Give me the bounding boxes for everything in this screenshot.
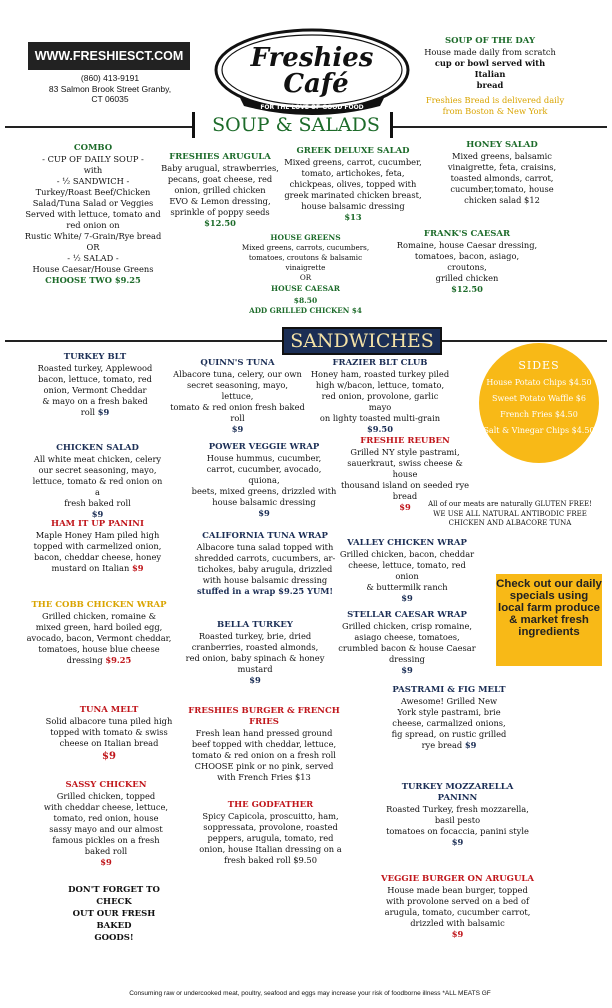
item-line: onion, house Italian dressing on a xyxy=(199,844,342,854)
item-line: Served with lettuce, tomato and xyxy=(25,209,161,219)
item-line: shredded carrots, cucumbers, ar- xyxy=(194,553,336,563)
item-line: with provolone served on a bed of xyxy=(385,896,530,906)
sandwich-item xyxy=(30,443,165,520)
item-line: EVO & Lemon dressing, xyxy=(169,196,271,206)
item-line: avocado, bacon, Vermont cheddar, xyxy=(26,633,172,643)
sides-item: Salt & Vinegar Chips $4.50 xyxy=(483,426,595,435)
item-line: sauerkraut, swiss cheese & house xyxy=(347,458,463,479)
item-line: tomatoes, bacon, asiago, xyxy=(414,251,520,261)
logo-tagline: FOR THE LOVE OF GOOD FOOD xyxy=(260,104,364,111)
item-line: high w/bacon, lettuce, tomato, xyxy=(315,380,445,390)
item-title: CALIFORNIA TUNA WRAP xyxy=(202,531,328,541)
soup-day-title: SOUP OF THE DAY xyxy=(444,36,536,46)
sandwich-item xyxy=(336,610,478,676)
item-line: with house balsamic dressing xyxy=(202,575,328,585)
item-line: red onion on xyxy=(66,220,120,230)
item-line: Roasted turkey, Applewood xyxy=(37,363,153,373)
divider xyxy=(5,126,195,128)
item-line: Grilled chicken, topped xyxy=(56,791,156,801)
note-line: OUT OUR FRESH BAKED xyxy=(72,909,156,931)
item-line: House hummus, cucumber, xyxy=(206,453,322,463)
item-line: roll xyxy=(80,407,96,417)
note-line: All of our meats are naturally GLUTEN FREE! xyxy=(428,500,592,508)
banner-bracket xyxy=(192,112,195,138)
item-line: All white meat chicken, celery xyxy=(33,454,162,464)
item-price: $9.25 xyxy=(105,655,132,665)
item-price: $9 xyxy=(464,740,477,750)
item-line: Turkey/Roast Beef/Chicken xyxy=(35,187,151,197)
item-line: vinaigrette xyxy=(285,263,326,272)
sandwich-item xyxy=(170,358,305,435)
sandwich-item xyxy=(198,800,343,866)
item-line: our secret seasoning, mayo, xyxy=(38,465,157,475)
item-title: HAM IT UP PANINI xyxy=(51,519,144,529)
combo-item xyxy=(18,143,168,286)
note-line: CHICKEN AND ALBACORE TUNA xyxy=(448,519,572,527)
item-line: Albacore tuna salad topped with xyxy=(196,542,334,552)
item-line: Spicy Capicola, proscuitto, ham, xyxy=(202,811,339,821)
item-line: chickpeas, olives, topped with xyxy=(289,179,417,189)
item-line: tomato & red onion on a fresh roll xyxy=(192,750,336,760)
item-price: CHOOSE TWO $9.25 xyxy=(45,275,141,285)
item-line: grilled chicken xyxy=(435,273,499,283)
item-line: Roasted turkey, brie, dried xyxy=(198,631,312,641)
item-price: $9 xyxy=(100,857,112,867)
note-line: WE USE ALL NATURAL ANTIBODIC FREE xyxy=(433,509,587,518)
freshies-cafe-logo xyxy=(212,26,412,116)
item-line: famous pickles on a fresh xyxy=(52,835,160,845)
item-line: fresh baked roll xyxy=(64,498,131,508)
item-price: $9 xyxy=(399,502,411,512)
note-line: DON'T FORGET TO CHECK xyxy=(68,885,160,907)
item-line: Mixed greens, balsamic xyxy=(452,151,552,161)
item-line: fig spread, on rustic grilled xyxy=(391,729,507,739)
item-title: HOUSE GREENS xyxy=(270,233,341,242)
item-line: Roasted Turkey, fresh mozzarella, xyxy=(386,804,529,814)
item-line: Baby arugual, strawberries, xyxy=(161,163,279,173)
item-title: FRAZIER BLT CLUB xyxy=(332,358,428,368)
item-line: & mayo on a fresh baked xyxy=(42,396,148,406)
item-price: $9 xyxy=(97,407,110,417)
item-line: - ½ SALAD - xyxy=(67,253,119,263)
note-line: GOODS! xyxy=(94,933,134,943)
divider xyxy=(5,340,282,342)
item-title: VEGGIE BURGER ON ARUGULA xyxy=(381,874,534,884)
item-line: mustard xyxy=(237,664,273,674)
item-line: carrot, cucumber, avocado, quiona, xyxy=(206,464,322,485)
item-price: $9 xyxy=(249,675,261,685)
item-line: croutons, xyxy=(447,262,487,272)
sides-item: French Fries $4.50 xyxy=(500,410,578,419)
salad-item xyxy=(228,233,383,316)
item-title: PASTRAMI & FIG MELT xyxy=(392,685,506,695)
item-title: VALLEY CHICKEN WRAP xyxy=(347,538,467,548)
item-line: Grilled chicken, romaine & xyxy=(42,611,156,621)
item-line: cheese, lettuce, tomato, red onion xyxy=(348,560,466,581)
sandwich-item xyxy=(384,685,514,751)
item-line: rye bread xyxy=(421,740,463,750)
item-line: with xyxy=(83,165,103,175)
add-chicken-note: ADD GRILLED CHICKEN $4 xyxy=(249,306,362,315)
sandwich-item xyxy=(380,874,535,940)
item-line: dressing xyxy=(66,655,103,665)
item-line: mustard on Italian xyxy=(51,563,130,573)
item-line: York style pastrami, brie xyxy=(397,707,501,717)
divider xyxy=(442,340,607,342)
item-line: Mixed greens, carrots, cucumbers, xyxy=(241,243,370,252)
item-title: QUINN'S TUNA xyxy=(200,358,275,368)
item-price: $9 xyxy=(131,563,144,573)
item-line: topped with tomato & swiss xyxy=(50,727,168,737)
item-line: sassy mayo and our almost xyxy=(49,824,163,834)
sandwich-item xyxy=(385,782,530,848)
soup-day-line: bread xyxy=(476,80,504,90)
item-line: - ½ SANDWICH - xyxy=(56,176,130,186)
item-title: STELLAR CAESAR WRAP xyxy=(347,610,467,620)
item-line: mixed green, hard boiled egg, xyxy=(35,622,163,632)
item-title: FRIES xyxy=(249,717,279,727)
item-price: $12.50 xyxy=(204,218,236,228)
salad-item xyxy=(160,152,280,229)
sandwich-item xyxy=(30,352,160,418)
item-title: BELLA TURKEY xyxy=(217,620,293,630)
item-title: POWER VEGGIE WRAP xyxy=(208,442,320,452)
sides-item: Sweet Potato Waffle $6 xyxy=(492,394,586,403)
item-line: bread xyxy=(392,491,418,501)
item-title: FRESHIES BURGER & FRENCH xyxy=(188,706,340,716)
item-line: sprinkle of poppy seeds xyxy=(170,207,270,217)
salad-item xyxy=(442,140,562,206)
sides-badge xyxy=(479,343,599,463)
bread-note-line: Freshies Bread is delivered daily xyxy=(425,95,565,105)
item-line: stuffed in a wrap $9.25 YUM! xyxy=(196,586,334,596)
soup-day-line: House made daily from scratch xyxy=(424,47,556,57)
item-line: tomatoes, house blue cheese xyxy=(38,644,160,654)
item-line: red onion, baby spinach & honey xyxy=(185,653,325,663)
salad-item xyxy=(392,229,542,295)
gluten-free-note xyxy=(412,500,608,529)
item-price: $9.50 xyxy=(367,424,393,434)
item-line: House made bean burger, topped xyxy=(387,885,528,895)
item-title: HONEY SALAD xyxy=(466,140,538,150)
item-line: Rustic White/ 7-Grain/Rye bread xyxy=(24,231,162,241)
sandwich-item xyxy=(310,358,450,435)
item-line: fresh baked roll $9.50 xyxy=(224,855,317,865)
item-title: SASSY CHICKEN xyxy=(65,780,147,790)
item-title: TURKEY MOZZARELLA PANINN xyxy=(401,782,514,803)
item-line: roll xyxy=(230,413,245,423)
divider xyxy=(392,126,607,128)
item-line: vinaigrette, feta, craisins, xyxy=(447,162,557,172)
item-line: cheese on Italian bread xyxy=(59,738,159,748)
item-title: FRESHIE REUBEN xyxy=(360,436,450,446)
address-line: CT 06035 xyxy=(91,94,129,104)
specials-text: Check out our daily specials using local farm produce & market fresh ingredients xyxy=(496,578,602,638)
item-line: basil pesto xyxy=(434,815,481,825)
item-title: CHICKEN SALAD xyxy=(56,443,139,453)
item-line: greek marinated chicken breast, xyxy=(284,190,422,200)
item-line: red onion, provolone, garlic mayo xyxy=(321,391,439,412)
sandwich-item xyxy=(40,705,178,765)
sandwich-item xyxy=(188,706,340,783)
item-line: - CUP OF DAILY SOUP - xyxy=(42,154,144,164)
item-line: Grilled NY style pastrami, xyxy=(350,447,460,457)
item-line: Salad/Tuna Salad or Veggies xyxy=(32,198,154,208)
item-line: Honey ham, roasted turkey piled xyxy=(310,369,450,379)
item-line: tichokes, baby arugula, drizzled xyxy=(197,564,333,574)
item-price: $13 xyxy=(344,212,362,222)
item-price: $9 xyxy=(258,508,270,518)
item-line: crumbled bacon & house Caesar xyxy=(338,643,476,653)
item-line: arugula, tomato, cucumber carrot, xyxy=(384,907,531,917)
salad-item xyxy=(283,146,423,223)
item-price: $8.50 xyxy=(293,296,318,305)
item-price: $9 xyxy=(401,665,413,675)
sandwich-item xyxy=(185,620,325,686)
item-line: bacon, cheddar cheese, honey xyxy=(33,552,162,562)
item-line: chicken salad $12 xyxy=(464,195,540,205)
item-line: topped with carmelized onion, xyxy=(33,541,162,551)
item-line: asiago cheese, tomatoes, xyxy=(354,632,460,642)
item-line: Fresh lean hand pressed ground xyxy=(195,728,333,738)
item-price: $9 xyxy=(401,593,413,603)
section-title-sandwiches: SANDWICHES xyxy=(282,327,442,355)
item-line: Albacore tuna, celery, our own xyxy=(173,369,302,379)
item-title: FRESHIES ARUGULA xyxy=(169,152,271,162)
item-price: $9 xyxy=(91,509,104,519)
item-line: Grilled chicken, crisp romaine, xyxy=(341,621,473,631)
phone-number: (860) 413-9191 xyxy=(80,73,140,83)
item-line: soppressata, provolone, roasted xyxy=(203,822,338,832)
item-line: secret seasoning, mayo, lettuce, xyxy=(186,380,289,401)
item-title: HOUSE CAESAR xyxy=(271,284,340,293)
address-line: 83 Salmon Brook Street Granby, xyxy=(48,83,172,94)
item-price: $9 xyxy=(451,837,464,847)
item-line: Romaine, house Caesar dressing, xyxy=(396,240,538,250)
sandwich-item xyxy=(30,519,165,574)
item-line: cranberries, roasted almonds, xyxy=(191,642,319,652)
item-line: house balsamic dressing xyxy=(301,201,405,211)
section-title-soup-salads: SOUP & SALADS xyxy=(212,114,380,136)
item-title: COMBO xyxy=(73,143,113,153)
sides-item: House Potato Chips $4.50 xyxy=(486,378,592,387)
item-line: peppers, arugula, tomato, red xyxy=(207,833,334,843)
bread-note-line: from Boston & New York xyxy=(442,106,548,116)
item-price: $12.50 xyxy=(451,284,483,294)
item-line: pecans, goat cheese, red xyxy=(167,174,273,184)
item-line: bacon, lettuce, tomato, red xyxy=(38,374,152,384)
item-line: beef topped with cheddar, lettuce, xyxy=(191,739,337,749)
item-line: tomatoes on focaccia, panini style xyxy=(386,826,529,836)
item-line: thousand island on seeded rye xyxy=(340,480,470,490)
website-url[interactable]: WWW.FRESHIESCT.COM xyxy=(28,42,190,70)
item-line: OR xyxy=(86,242,100,252)
item-line: tomato & red onion fresh baked xyxy=(170,402,305,412)
footer-disclaimer: Consuming raw or undercooked meat, poultry, seafood and eggs may increase your risk of foodborne illness *ALL MEATS GF xyxy=(129,990,491,997)
item-line: CHOOSE pink or no pink, served xyxy=(194,761,334,771)
item-line: toasted almonds, carrot, xyxy=(450,173,554,183)
sandwich-item xyxy=(190,531,340,597)
sandwich-item xyxy=(336,538,478,604)
item-price: $9 xyxy=(102,751,116,762)
baked-goods-note xyxy=(54,884,174,944)
soup-day-line: cup or bowl served with Italian xyxy=(434,58,546,79)
item-line: tomato, red onion, house xyxy=(53,813,159,823)
sides-title: SIDES xyxy=(518,359,560,372)
soup-of-the-day xyxy=(420,36,560,91)
item-price: $9 xyxy=(451,929,464,939)
item-line: OR xyxy=(299,273,312,282)
item-line: tomato, artichokes, feta, xyxy=(301,168,405,178)
item-line: Grilled chicken, bacon, cheddar xyxy=(339,549,475,559)
item-line: Solid albacore tuna piled high xyxy=(45,716,173,726)
item-title: TUNA MELT xyxy=(79,705,139,715)
contact-block xyxy=(30,73,190,105)
logo-graphic xyxy=(212,26,412,116)
bread-note xyxy=(420,95,570,117)
item-line: lettuce, tomato & red onion on a xyxy=(32,476,163,497)
item-line: onion, grilled chicken xyxy=(174,185,266,195)
item-line: tomatoes, croutons & balsamic xyxy=(248,253,363,262)
item-line: baked roll xyxy=(84,846,128,856)
logo-word-freshies: Freshies xyxy=(250,43,374,73)
item-line: Maple Honey Ham piled high xyxy=(35,530,160,540)
item-line: Mixed greens, carrot, cucumber, xyxy=(284,157,422,167)
item-line: Awesome! Grilled New xyxy=(400,696,498,706)
item-title: FRANK'S CAESAR xyxy=(423,229,511,239)
item-line: cucumber,tomato, house xyxy=(450,184,554,194)
item-line: dressing xyxy=(388,654,425,664)
item-line: with French Fries $13 xyxy=(217,772,311,782)
item-line: House Caesar/House Greens xyxy=(32,264,154,274)
item-line: cheese, carmalized onions, xyxy=(392,718,506,728)
item-line: on lighty toasted multi-grain xyxy=(319,413,441,423)
daily-specials-box xyxy=(496,574,602,666)
item-line: beets, mixed greens, drizzled with xyxy=(191,486,337,496)
item-line: onion, Vermont Cheddar xyxy=(43,385,147,395)
sandwich-item xyxy=(36,780,176,868)
item-price: $9 xyxy=(231,424,244,434)
item-line: & buttermilk ranch xyxy=(366,582,448,592)
item-line: drizzled with balsamic xyxy=(410,918,505,928)
item-title: TURKEY BLT xyxy=(63,352,127,362)
item-line: house balsamic dressing xyxy=(212,497,316,507)
sandwich-item xyxy=(24,600,174,666)
item-title: THE GODFATHER xyxy=(227,800,314,810)
item-line: with cheddar cheese, lettuce, xyxy=(43,802,169,812)
sandwich-item xyxy=(190,442,338,519)
item-title: GREEK DELUXE SALAD xyxy=(296,146,410,156)
logo-word-cafe: Café xyxy=(283,69,349,99)
item-title: THE COBB CHICKEN WRAP xyxy=(31,600,167,610)
